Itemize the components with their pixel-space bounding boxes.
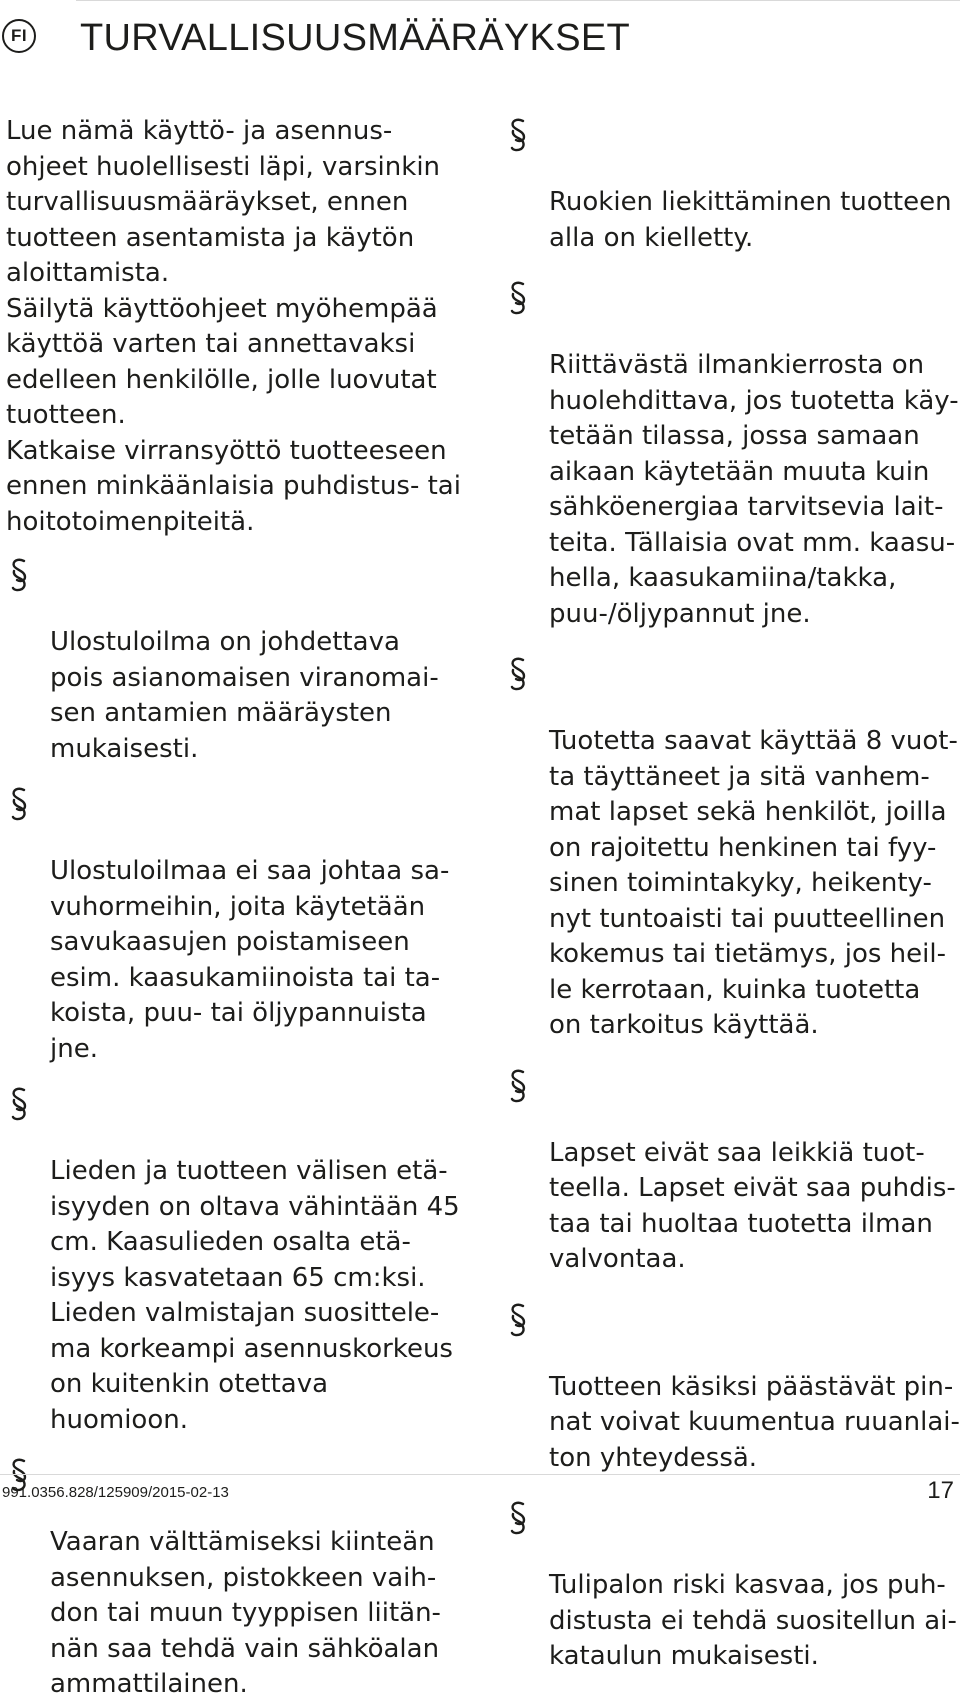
- warning-item: [505, 1497, 960, 1675]
- page-number: 17: [927, 1477, 954, 1504]
- section-sign-icon: [507, 117, 529, 153]
- warning-text: Ulostuloilmaa ei saa johtaa sa- vuhormeihin, joita käytetään savukaasujen poistamiseen esim. kaasukamiinoista tai ta- koista, puu- tai öljypannuista jne.: [50, 856, 450, 1064]
- warning-text: Riittävästä ilmankierrosta on huolehdittava, jos tuotetta käy- tetään tilassa, jossa samaan aikaan käytetään muuta kuin sähköenergiaa tarvitsevia lait- teita. Tällaisia ovat mm. kaasu- hella, kaasukamiina/takka, puu-/öljypannut jne.: [549, 350, 959, 629]
- warning-text: Lieden ja tuotteen välisen etä- isyyden on oltava vähintään 45 cm. Kaasulieden osalta etä- isyys kasvatetaan 65 cm:ksi. Lieden valmistajan suosittele- ma korkeampi asennuskorkeus on kuitenkin otettava huomioon.: [50, 1156, 460, 1435]
- section-sign-icon: [8, 557, 30, 593]
- warning-item: [505, 1299, 960, 1477]
- section-sign-icon: [507, 280, 529, 316]
- section-sign-icon: [507, 656, 529, 692]
- warning-item: [6, 554, 461, 767]
- warning-item: [505, 277, 960, 632]
- warning-text: Ruokien liekittäminen tuotteen alla on kielletty.: [549, 187, 952, 253]
- intro-text: Lue nämä käyttö- ja asennus- ohjeet huolellisesti läpi, varsinkin turvallisuusmääräykset, ennen tuotteen asentamista ja käytön aloittamista. Säilytä käyttöohjeet myöhempää käyttöä varten tai annettavaksi edelleen henkilölle, jolle luovutat tuotteen. Katkaise virransyöttö tuotteeseen ennen minkäänlaisia puhdistus- tai hoitotoimenpiteitä.: [6, 116, 461, 537]
- section-sign-icon: [507, 1068, 529, 1104]
- footer-rule: [0, 1474, 960, 1475]
- warning-item: [505, 114, 960, 256]
- section-sign-icon: [507, 1500, 529, 1536]
- right-column: [505, 114, 960, 1675]
- language-badge: FI: [2, 19, 36, 53]
- warning-item: [6, 1083, 461, 1438]
- warning-item: [505, 653, 960, 1044]
- section-sign-icon: [507, 1302, 529, 1338]
- warning-text: Vaaran välttämiseksi kiinteän asennuksen, pistokkeen vaih- don tai muun tyyppisen liitän- nän saa tehdä vain sähköalan ammattilainen.: [50, 1527, 441, 1699]
- warning-item: [505, 1065, 960, 1278]
- document-code: 991.0356.828/125909/2015-02-13: [2, 1484, 229, 1501]
- warning-text: Tuotteen käsiksi päästävät pin- nat voivat kuumentua ruuanlai- ton yhteydessä.: [549, 1371, 960, 1473]
- section-sign-icon: [8, 786, 30, 822]
- warning-item: [6, 783, 461, 1067]
- warning-text: Tuotetta saavat käyttää 8 vuot- ta täyttäneet ja sitä vanhem- mat lapset sekä henkilöt, joilla on rajoitettu henkinen tai fyy- sinen toimintakyky, heikenty- nyt tuntoaisti tai puutteellinen kokemus tai tietämys, jos heil- le kerrotaan, kuinka tuotetta on tarkoitus käyttää.: [549, 726, 958, 1040]
- header-rule: [76, 0, 960, 1]
- warning-text: Lapset eivät saa leikkiä tuot- teella. Lapset eivät saa puhdis- taa tai huoltaa tuotetta ilman valvontaa.: [549, 1137, 956, 1274]
- warning-text: Ulostuloilma on johdettava pois asianomaisen viranomai- sen antamien määräysten mukaisesti.: [50, 627, 439, 764]
- warning-text: Tulipalon riski kasvaa, jos puh- distusta ei tehdä suositellun ai- kataulun mukaisesti.: [549, 1570, 957, 1671]
- section-sign-icon: [8, 1086, 30, 1122]
- page-title: TURVALLISUUSMÄÄRÄYKSET: [80, 17, 631, 59]
- left-column: [6, 114, 461, 1703]
